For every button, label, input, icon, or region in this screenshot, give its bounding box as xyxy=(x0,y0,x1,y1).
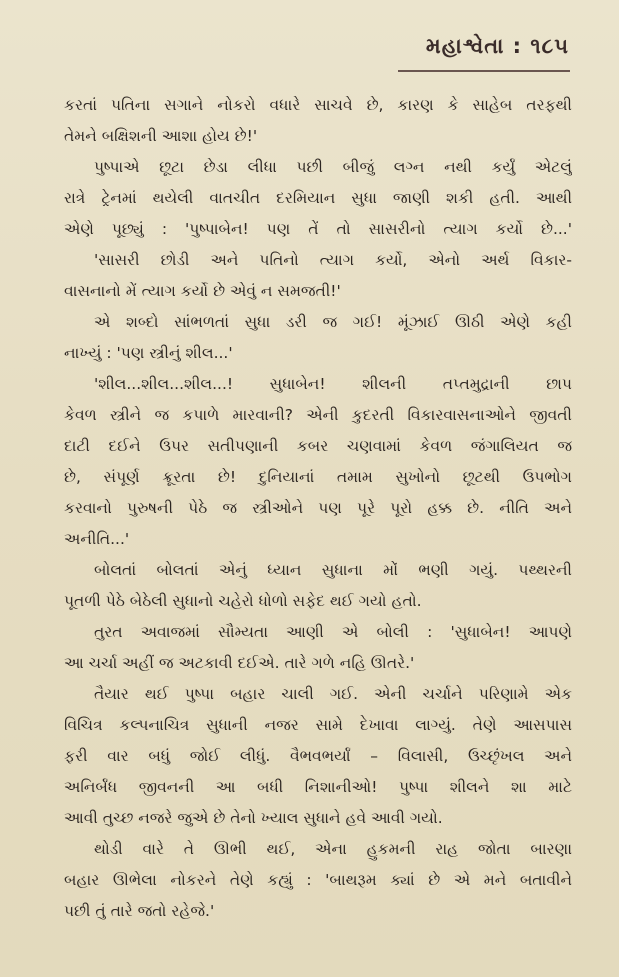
text-line: બહાર ઊભેલા નોકરને તેણે કહ્યું : 'બાથરૂમ ક્યાં છે એ મને બતાવીને xyxy=(64,871,572,889)
body-text xyxy=(64,90,572,927)
text-line: થોડી વારે તે ઊભી થઈ, એના હુકમની રાહ જોતા બારણા xyxy=(94,840,572,858)
text-line: કરવાનો પુરુષની પેઠે જ સ્ત્રીઓને પણ પૂરે પૂરો હક્ક છે. નીતિ અને xyxy=(64,499,572,517)
text-line: અનિર્બંધ જીવનની આ બધી નિશાનીઓ! પુષ્પા શીલને શા માટે xyxy=(64,778,572,796)
text-line: એણે પૂછ્યું : 'પુષ્પાબેન! પણ તેં તો સાસરીનો ત્યાગ કર્યો છે...' xyxy=(64,220,572,238)
text-line: બોલતાં બોલતાં એનું ધ્યાન સુધાના મોં ભણી ગયું. પથ્થરની xyxy=(94,561,572,579)
text-line: પછી તું તારે જતો રહેજે.' xyxy=(64,902,215,920)
running-header: મહાશ્વેતા : ૧૮૫ xyxy=(425,34,569,58)
text-line: આ ચર્ચા અહીં જ અટકાવી દઈએ. તારે ગળે નહિ ઊતરે.' xyxy=(64,654,415,672)
text-line: અનીતિ...' xyxy=(64,530,130,548)
text-line: 'શીલ...શીલ...શીલ...! સુધાબેન! શીલની તપ્તમુદ્રાની છાપ xyxy=(94,375,572,393)
text-line: વિચિત્ર કલ્પનાચિત્ર સુધાની નજર સામે દેખાવા લાગ્યું. તેણે આસપાસ xyxy=(64,716,572,734)
text-line: તૈયાર થઈ પુષ્પા બહાર ચાલી ગઈ. એની ચર્ચાને પરિણામે એક xyxy=(94,685,572,703)
text-line: આવી તુચ્છ નજરે જુએ છે તેનો ખ્યાલ સુધાને હવે આવી ગયો. xyxy=(64,809,443,827)
text-line: વાસનાનો મેં ત્યાગ કર્યો છે એવું ન સમજતી!' xyxy=(64,282,341,300)
text-line: કેવળ સ્ત્રીને જ કપાળે મારવાની? એની કુદરતી વિકારવાસનાઓને જીવતી xyxy=(64,406,572,424)
text-line: 'સાસરી છોડી અને પતિનો ત્યાગ કર્યો, એનો અર્થ વિકાર- xyxy=(94,251,572,269)
text-line: પુષ્પાએ છૂટા છેડા લીધા પછી બીજું લગ્ન નથી કર્યું એટલું xyxy=(94,158,572,176)
text-line: ફરી વાર બધું જોઈ લીધું. વૈભવભર્યાં – વિલાસી, ઉચ્છૃંખલ અને xyxy=(64,747,572,765)
text-line: પૂતળી પેઠે બેઠેલી સુધાનો ચહેરો ધોળો સફેદ થઈ ગયો હતો. xyxy=(64,592,422,610)
header-rule xyxy=(398,70,570,72)
text-line: તુરત અવાજમાં સૌમ્યતા આણી એ બોલી : 'સુધાબેન! આપણે xyxy=(94,623,572,641)
text-line: તેમને બક્ષિશની આશા હોય છે!' xyxy=(64,127,258,145)
text-line: એ શબ્દો સાંભળતાં સુધા ડરી જ ગઈ! મૂંઝાઈ ઊઠી એણે કહી xyxy=(94,313,572,331)
text-line: દાટી દઈને ઉપર સતીપણાની કબર ચણવામાં કેવળ જંગાલિયત જ xyxy=(64,437,572,455)
text-line: નાખ્યું : 'પણ સ્ત્રીનું શીલ...' xyxy=(64,344,233,362)
text-line: રાત્રે ટ્રેનમાં થયેલી વાતચીત દરમિયાન સુધા જાણી શકી હતી. આથી xyxy=(64,189,572,207)
text-line: કરતાં પતિના સગાને નોકરો વધારે સાચવે છે, કારણ કે સાહેબ તરફથી xyxy=(64,96,572,114)
text-line: છે, સંપૂર્ણ ક્રૂરતા છે! દુનિયાનાં તમામ સુખોનો છૂટથી ઉપભોગ xyxy=(64,468,572,486)
